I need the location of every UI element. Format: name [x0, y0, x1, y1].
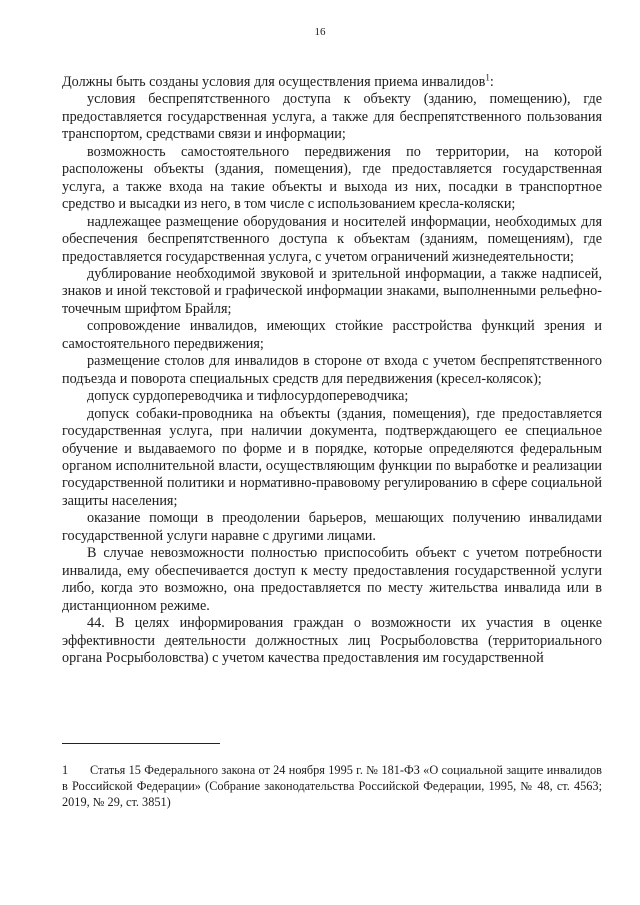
paragraph: В случае невозможности полностью приспособить объект с учетом потребности инвалида, ему обеспечивается доступ к месту предоставления государственной услуги либо, когда это возможно, она предоставляется по месту жительства инвалида или в дистанционном режиме. [62, 545, 602, 614]
page-number: 16 [314, 26, 326, 38]
paragraph-intro [62, 74, 602, 91]
footnote-mark: 1 [62, 763, 69, 777]
body-text [62, 74, 602, 667]
paragraph: оказание помощи в преодолении барьеров, мешающих получению инвалидами государственной услуги наравне с другими лицами. [62, 510, 602, 544]
paragraph: 44. В целях информирования граждан о возможности их участия в оценке эффективности деятельности должностных лиц Росрыболовства (территориального органа Росрыболовства) с учетом качества предоставления им государственной [62, 615, 602, 666]
footnote-reference[interactable]: 1 [485, 72, 490, 83]
paragraph: надлежащее размещение оборудования и носителей информации, необходимых для обеспечения беспрепятственного доступа к объектам (зданиям, помещениям), где предоставляется государственная услуга, с учетом ограничений жизнедеятельности; [62, 213, 602, 265]
footnote-separator [62, 743, 220, 744]
paragraph: сопровождение инвалидов, имеющих стойкие расстройства функций зрения и самостоятельного передвижения; [62, 318, 602, 352]
footnote [62, 762, 602, 811]
paragraph-tail: : [489, 74, 494, 90]
paragraph: возможность самостоятельного передвижения по территории, на которой расположены объекты (здания, помещения), где предоставляется государственная услуга, а также входа на такие объекты и выхода из них, посадки в транспортное средство и высадки из него, в том числе с использованием кресла-коляски; [62, 143, 602, 213]
paragraph: размещение столов для инвалидов в стороне от входа с учетом беспрепятственного подъезда и поворота специальных средств для передвижения (кресел-колясок); [62, 353, 602, 387]
paragraph: допуск сурдопереводчика и тифлосурдопереводчика; [87, 388, 409, 405]
paragraph: условия беспрепятственного доступа к объекту (зданию, помещению), где предоставляется государственная услуга, а также для беспрепятственного пользования транспортом, средствами связи и информации; [62, 91, 602, 143]
paragraph-text: Должны быть созданы условия для осуществления приема инвалидов [62, 74, 486, 90]
footnote-text: Статья 15 Федерального закона от 24 ноября 1995 г. № 181-ФЗ «О социальной защите инвалидов в Российской Федерации» (Собрание законодательства Российской Федерации, 1995, № 48, ст. 4563; 2019, № 29, ст. 3851) [62, 763, 602, 810]
paragraph: допуск собаки-проводника на объекты (здания, помещения), где предоставляется государственная услуга, при наличии документа, подтверждающего ее специальное обучение и выдаваемого по форме и в порядке, которые определяются федеральным органом исполнительной власти, осуществляющим функции по выработке и реализации государственной политики и нормативно-правовому регулированию в сфере социальной защиты населения; [62, 405, 602, 509]
paragraph: дублирование необходимой звуковой и зрительной информации, а также надписей, знаков и иной текстовой и графической информации знаками, выполненными рельефно-точечным шрифтом Брайля; [62, 265, 602, 317]
